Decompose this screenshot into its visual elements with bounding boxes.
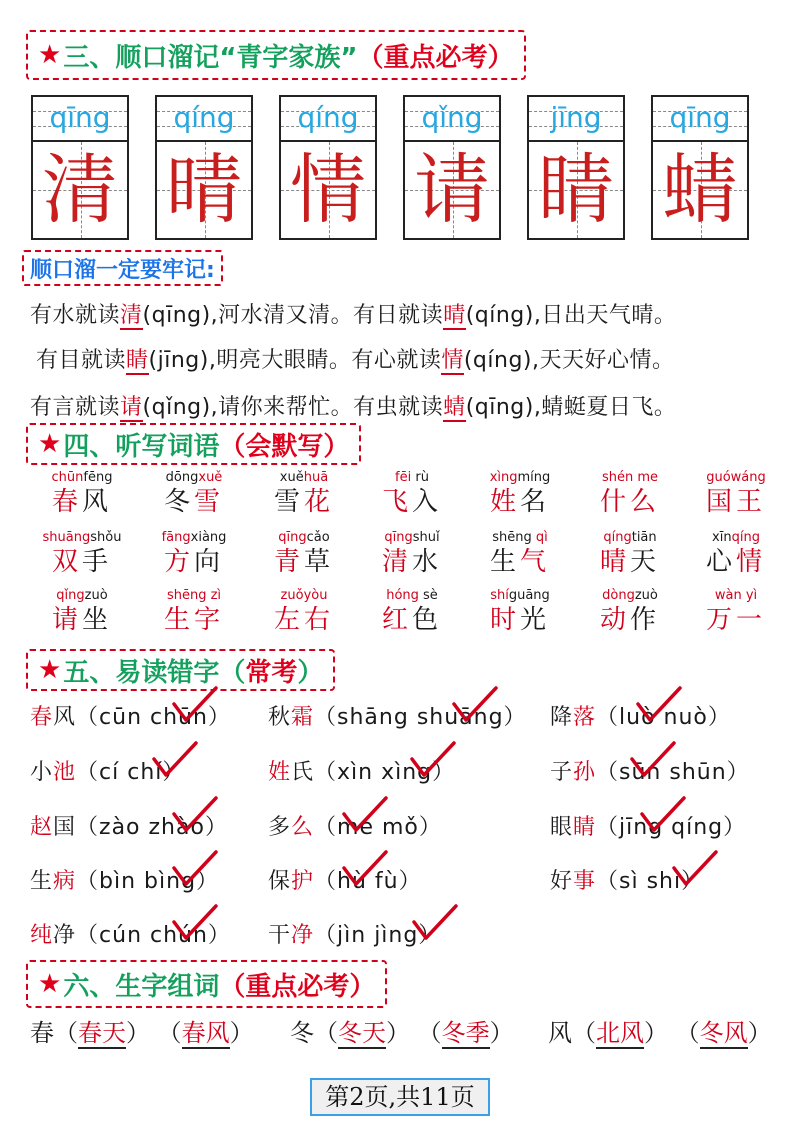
card-char: 情 <box>290 145 366 234</box>
card-char: 蜻 <box>662 145 738 234</box>
misread-item: 保护（hù fù） <box>268 869 422 894</box>
char-card <box>403 95 501 240</box>
check-icon <box>172 850 218 886</box>
word-chars: 动作 <box>599 605 661 635</box>
group-word: 春风 <box>181 1019 230 1047</box>
dictation-word <box>360 530 464 578</box>
word-pinyin: shēng zì <box>166 588 222 603</box>
dictation-word <box>684 470 788 518</box>
section-3-title-main: 三、顺口溜记“青字家族” <box>63 42 358 73</box>
word-chars: 姓名 <box>489 487 551 517</box>
word-chars: 青草 <box>273 547 335 577</box>
word-pinyin: xìngmíng <box>489 470 551 485</box>
star-icon: ★ <box>38 429 62 459</box>
rhyme-text: 有目就读 <box>36 348 127 373</box>
char-card <box>155 95 253 240</box>
word-chars: 左右 <box>273 605 335 635</box>
check-icon <box>172 796 218 832</box>
word-chars: 万一 <box>705 605 767 635</box>
dictation-word <box>684 588 788 636</box>
section-6-title-main: 六、生字组词 <box>63 971 220 1002</box>
word-pinyin: shén me <box>601 470 659 485</box>
rhyme-text: (qíng),天天好心情。 <box>463 348 675 373</box>
check-icon <box>342 850 388 886</box>
rhyme-key-char: 请 <box>120 395 143 420</box>
group-head: 风 <box>548 1019 572 1047</box>
rhyme-text: (qīng),河水清又清。有日就读 <box>142 303 444 328</box>
dictation-word <box>578 530 682 578</box>
group-head: 冬 <box>290 1019 314 1047</box>
word-chars: 时光 <box>489 605 551 635</box>
rhyme-key-char: 睛 <box>126 348 149 373</box>
group-head: 春 <box>30 1019 54 1047</box>
rhyme-text: (qǐng),请你来帮忙。有虫就读 <box>142 395 444 420</box>
section-5-title-main: 五、易读错字 <box>63 657 220 688</box>
card-char: 睛 <box>538 145 614 234</box>
word-pinyin: shíguāng <box>490 588 550 603</box>
misread-item: 赵国（zào zhào） <box>30 815 228 840</box>
check-icon <box>672 850 718 886</box>
misread-item: 子孙（sūn shūn） <box>550 760 750 785</box>
word-pinyin: zuǒyòu <box>280 588 328 603</box>
section-4-title <box>26 423 361 465</box>
char-card <box>31 95 129 240</box>
word-pinyin: dōngxuě <box>165 470 223 485</box>
word-pinyin: fāngxiàng <box>161 530 227 545</box>
star-icon: ★ <box>38 40 62 70</box>
dictation-word <box>468 588 572 636</box>
character-cards <box>31 95 751 240</box>
misread-item: 眼睛（jīng qíng） <box>550 815 747 840</box>
section-3-title-note: （重点必考） <box>357 42 514 73</box>
word-pinyin: qīngcǎo <box>278 530 330 545</box>
word-chars: 生气 <box>489 547 551 577</box>
section-5-title <box>26 649 335 691</box>
group-word: 冬天 <box>338 1019 386 1047</box>
word-chars: 什么 <box>599 487 661 517</box>
word-chars: 冬雪 <box>163 487 225 517</box>
section-4-title-main: 四、听写词语 <box>63 431 220 462</box>
char-card <box>651 95 749 240</box>
section-5-title-note: 常考 <box>245 657 298 688</box>
card-pinyin: jīng <box>550 101 602 134</box>
dictation-word <box>468 530 572 578</box>
word-pinyin: shuāngshǒu <box>42 530 122 545</box>
check-icon <box>172 686 218 722</box>
dictation-word <box>252 588 356 636</box>
word-chars: 春风 <box>51 487 113 517</box>
word-pinyin: wàn yì <box>714 588 758 603</box>
dictation-word <box>142 470 246 518</box>
word-pinyin: dòngzuò <box>602 588 658 603</box>
word-chars: 请坐 <box>51 605 113 635</box>
word-group: 风（北风） （冬风） <box>548 1019 772 1047</box>
card-char: 清 <box>42 145 118 234</box>
misread-item: 纯净（cún chún） <box>30 923 231 948</box>
rhyme-title: 顺口溜一定要牢记: <box>22 250 223 286</box>
card-pinyin: qǐng <box>421 101 483 134</box>
word-pinyin: guówáng <box>706 470 766 485</box>
word-group: 冬（冬天） （冬季） <box>290 1019 514 1047</box>
dictation-word <box>468 470 572 518</box>
dictation-word <box>578 588 682 636</box>
rhyme-key-char: 情 <box>441 348 464 373</box>
misread-item: 生病（bìn bìng） <box>30 869 220 894</box>
section-5-paren: ） <box>297 657 324 688</box>
rhyme-text: (jīng),明亮大眼睛。有心就读 <box>148 348 442 373</box>
section-4-title-note: （会默写） <box>219 431 350 462</box>
word-chars: 双手 <box>51 547 113 577</box>
misread-item: 秋霜（shāng shuāng） <box>268 705 527 730</box>
section-5-paren: （ <box>219 657 246 688</box>
rhyme-line <box>30 390 676 421</box>
word-pinyin: qíngtiān <box>603 530 657 545</box>
char-card <box>527 95 625 240</box>
misread-item: 好事（sì shì） <box>550 869 705 894</box>
word-pinyin: hóng sè <box>386 588 438 603</box>
char-card <box>279 95 377 240</box>
word-chars: 晴天 <box>599 547 661 577</box>
rhyme-key-char: 晴 <box>443 303 466 328</box>
rhyme-line <box>36 343 675 374</box>
rhyme-key-char: 清 <box>120 303 143 328</box>
card-char: 请 <box>414 145 490 234</box>
card-pinyin: qíng <box>297 101 359 134</box>
dictation-word <box>252 470 356 518</box>
misread-item: 小池（cí chí） <box>30 760 186 785</box>
group-word: 冬风 <box>699 1019 748 1047</box>
rhyme-text: (qīng),蜻蜓夏日飞。 <box>465 395 677 420</box>
dictation-word <box>578 470 682 518</box>
check-icon <box>342 796 388 832</box>
check-icon <box>412 904 458 940</box>
word-pinyin: shēng qì <box>492 530 548 545</box>
star-icon: ★ <box>38 655 62 685</box>
word-chars: 清水 <box>381 547 443 577</box>
misread-item: 降落（luò nuò） <box>550 705 731 730</box>
word-chars: 心情 <box>705 547 767 577</box>
check-icon <box>640 796 686 832</box>
star-icon: ★ <box>38 969 62 999</box>
check-icon <box>636 686 682 722</box>
word-chars: 国王 <box>705 487 767 517</box>
check-icon <box>630 741 676 777</box>
dictation-word <box>30 470 134 518</box>
card-pinyin: qīng <box>669 101 731 134</box>
rhyme-text: 有水就读 <box>30 303 121 328</box>
dictation-word <box>142 588 246 636</box>
word-pinyin: chūnfēng <box>51 470 113 485</box>
group-word: 春天 <box>78 1019 126 1047</box>
misread-item: 多么（me mǒ） <box>268 815 442 840</box>
misread-item: 姓氏（xìn xìng） <box>268 760 456 785</box>
section-3-title <box>26 30 526 80</box>
dictation-word <box>684 530 788 578</box>
word-pinyin: qīngshuǐ <box>384 530 440 545</box>
check-icon <box>172 904 218 940</box>
card-pinyin: qíng <box>173 101 235 134</box>
dictation-word <box>360 470 464 518</box>
section-6-title-note: （重点必考） <box>219 971 376 1002</box>
dictation-word <box>30 588 134 636</box>
word-pinyin: fēi rù <box>395 470 429 485</box>
rhyme-key-char: 蜻 <box>443 395 466 420</box>
dictation-word <box>30 530 134 578</box>
dictation-word <box>360 588 464 636</box>
section-6-title <box>26 960 387 1008</box>
page-number: 第2页,共11页 <box>310 1078 490 1116</box>
word-chars: 飞入 <box>381 487 443 517</box>
word-chars: 红色 <box>381 605 443 635</box>
rhyme-text: (qíng),日出天气晴。 <box>465 303 677 328</box>
word-chars: 方向 <box>163 547 225 577</box>
word-pinyin: xuěhuā <box>279 470 329 485</box>
check-icon <box>152 741 198 777</box>
word-chars: 生字 <box>163 605 225 635</box>
word-pinyin: qǐngzuò <box>56 588 108 603</box>
misread-item: 春风（cūn chūn） <box>30 705 231 730</box>
check-icon <box>410 741 456 777</box>
group-word: 北风 <box>596 1019 644 1047</box>
dictation-word <box>142 530 246 578</box>
word-pinyin: xīnqíng <box>712 530 760 545</box>
dictation-word <box>252 530 356 578</box>
group-word: 冬季 <box>441 1019 490 1047</box>
card-char: 晴 <box>166 145 242 234</box>
misread-item: 干净（jìn jìng） <box>268 923 442 948</box>
rhyme-line <box>30 298 676 329</box>
card-pinyin: qīng <box>49 101 111 134</box>
rhyme-text: 有言就读 <box>30 395 121 420</box>
word-group: 春（春天） （春风） <box>30 1019 254 1047</box>
word-chars: 雪花 <box>273 487 335 517</box>
check-icon <box>452 686 498 722</box>
